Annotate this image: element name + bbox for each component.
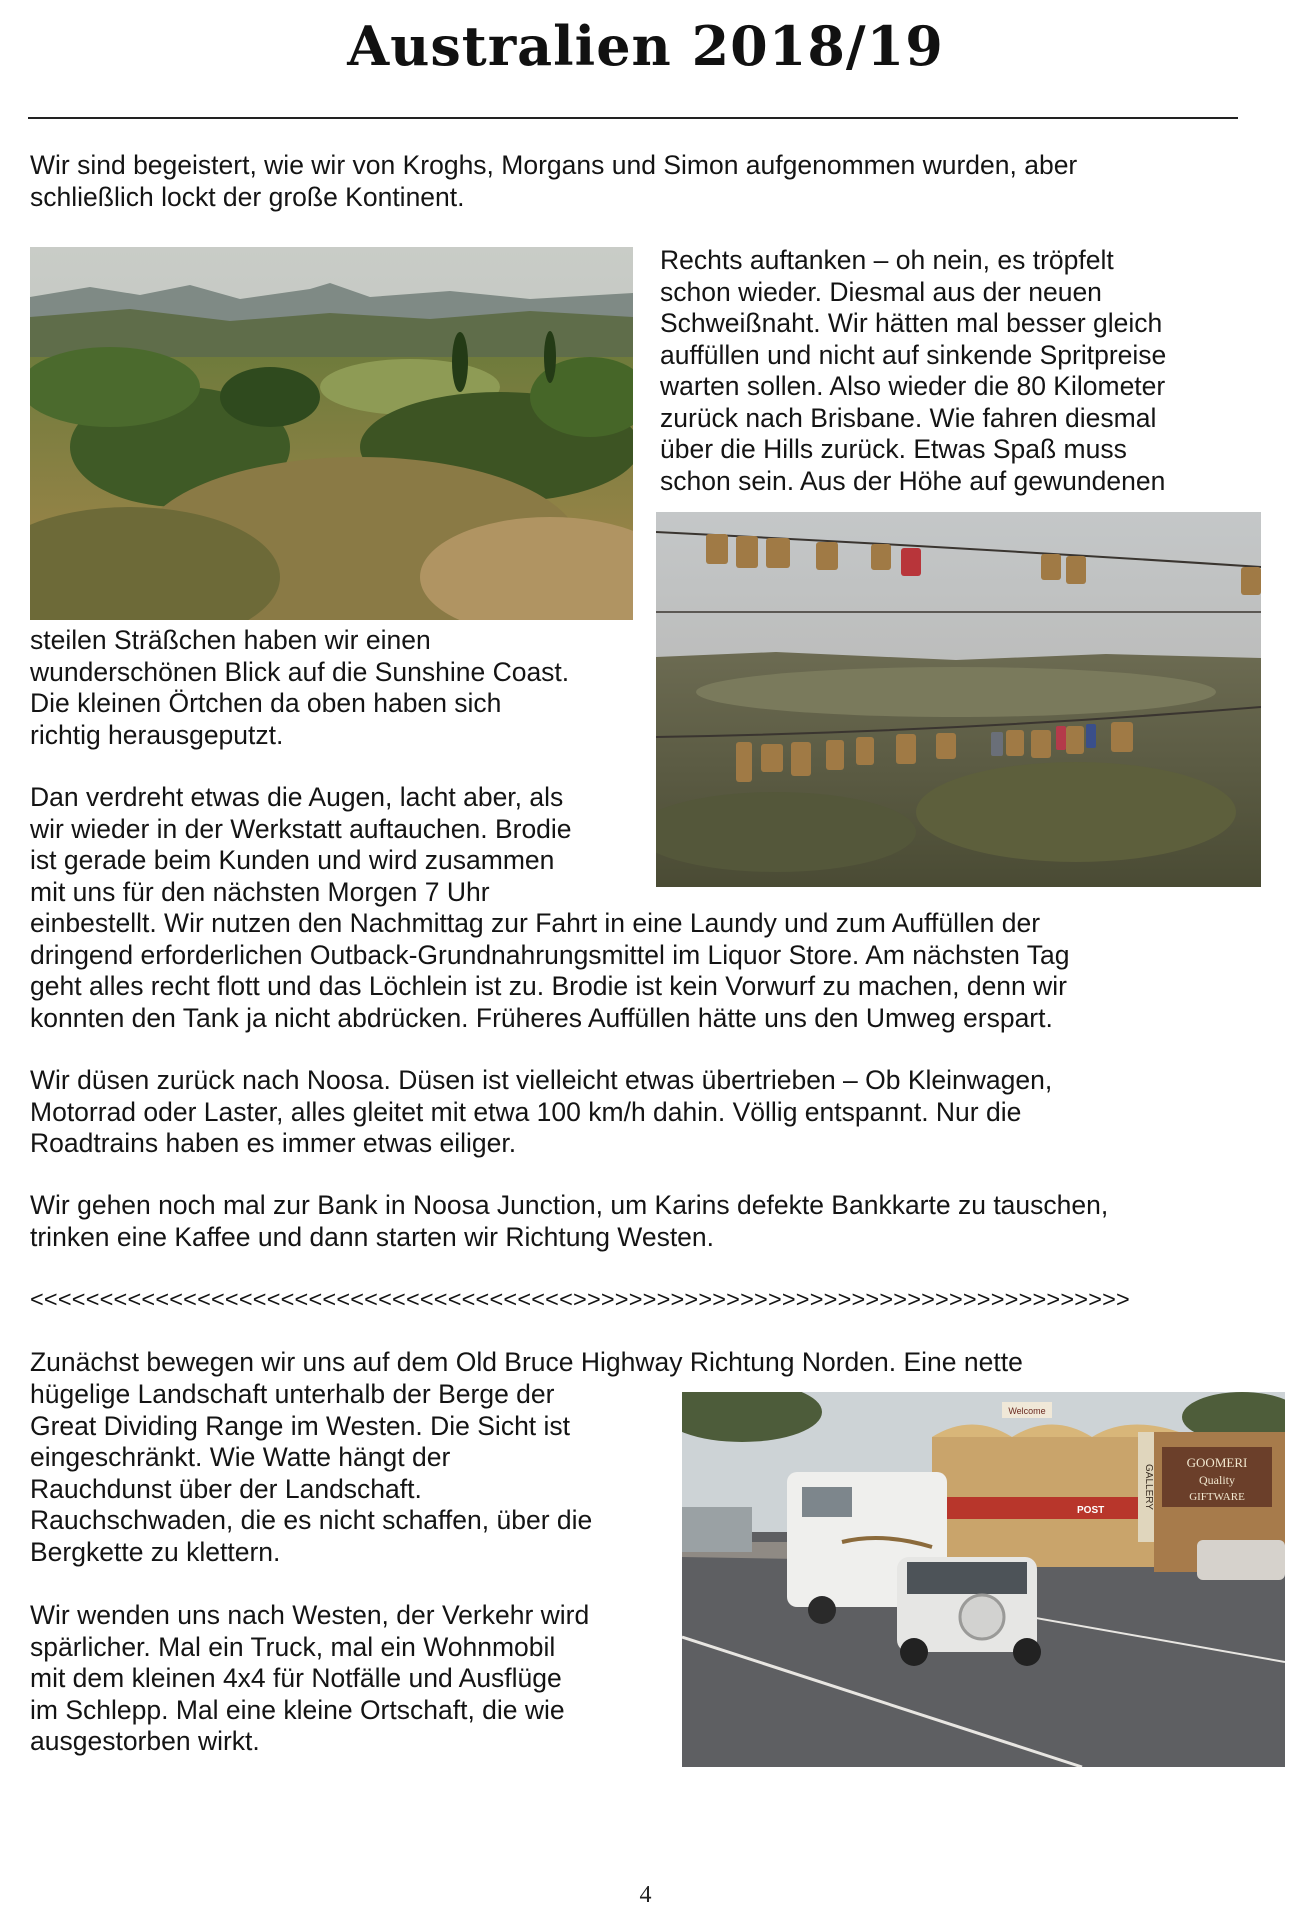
paragraph-full-2: Wir düsen zurück nach Noosa. Düsen ist vielleicht etwas übertrieben – Ob Kleinwagen, Motorrad oder Laster, alles gleitet mit etwa 100 km/h dahin. Völlig entspannt. Nur die Roadtrains haben es immer etwas eiliger. — [30, 1065, 1053, 1158]
section-separator: <<<<<<<<<<<<<<<<<<<<<<<<<<<<<<<<<<<<<<<>>>>>>>>>>>>>>>>>>>>>>>>>>>>>>>>>>>>>>>> — [30, 1286, 1130, 1312]
paragraph-left-column-2: Dan verdreht etwas die Augen, lacht aber, als wir wieder in der Werkstatt auftauchen. Brodie ist gerade beim Kunden und wird zusammen mit uns für den nächsten Morgen 7 Uhr — [30, 782, 572, 907]
paragraph-full-4: Zunächst bewegen wir uns auf dem Old Bruce Highway Richtung Norden. Eine nette — [30, 1347, 1023, 1377]
photo-motorhome-town — [682, 1392, 1285, 1767]
sign-post: POST — [1077, 1505, 1105, 1516]
paragraph-right-column: Rechts auftanken – oh nein, es tröpfelt schon wieder. Diesmal aus der neuen Schweißnaht. Wir hätten mal besser gleich auffüllen und nicht auf sinkende Spritpreise warten sollen. Also wieder die 80 Kilometer zurück nach Brisbane. Wie fahren diesmal über die Hills zurück. Etwas Spaß muss schon sein. Aus der Höhe auf gewundenen — [660, 245, 1167, 496]
sign-welcome: Welcome — [1008, 1406, 1046, 1416]
sign-quality: Quality — [1199, 1473, 1235, 1487]
page-number: 4 — [639, 1882, 652, 1908]
paragraph-full-1: einbestellt. Wir nutzen den Nachmittag zur Fahrt in eine Laundy und zum Auffüllen der dringend erforderlichen Outback-Grundnahrungsmittel im Liquor Store. Am nächsten Tag geht alles recht flott und das Löchlein ist zu. Brodie ist kein Vorwurf zu machen, denn wir konnten den Tank ja nicht abdrücken. Früheres Auffüllen hätte uns den Umweg erspart. — [30, 908, 1070, 1033]
sign-giftware: GIFTWARE — [1189, 1491, 1245, 1503]
paragraph-left-column-3: hügelige Landschaft unterhalb der Berge der Great Dividing Range im Westen. Die Sicht ist eingeschränkt. Wie Watte hängt der Rauchdunst über der Landschaft. Rauchschwaden, die es nicht schaffen, über die Bergkette zu klettern. — [30, 1379, 593, 1567]
paragraph-left-column-4: Wir wenden uns nach Westen, der Verkehr wird spärlicher. Mal ein Truck, mal ein Wohnmobil mit dem kleinen 4x4 für Notfälle und Ausflüge im Schlepp. Mal eine kleine Ortschaft, die wie ausgestorben wirkt. — [30, 1600, 590, 1756]
paragraph-full-3: Wir gehen noch mal zur Bank in Noosa Junction, um Karins defekte Bankkarte zu tauschen, trinken eine Kaffee und dann starten wir Richtung Westen. — [30, 1190, 1109, 1252]
photo-hills-landscape — [30, 247, 633, 620]
sign-gallery: GALLERY — [1143, 1464, 1154, 1510]
paragraph-left-column-1: steilen Sträßchen haben wir einen wunderschönen Blick auf die Sunshine Coast. Die kleinen Örtchen da oben haben sich richtig herausgeputzt. — [30, 625, 570, 750]
title-divider — [28, 117, 1238, 119]
photo-love-locks — [656, 512, 1261, 887]
paragraph-intro: Wir sind begeistert, wie wir von Kroghs, Morgans und Simon aufgenommen wurden, aber schließlich lockt der große Kontinent. — [30, 150, 1078, 212]
page-title: Australien 2018/19 — [347, 14, 944, 78]
sign-goomeri: GOOMERI — [1186, 1455, 1248, 1470]
